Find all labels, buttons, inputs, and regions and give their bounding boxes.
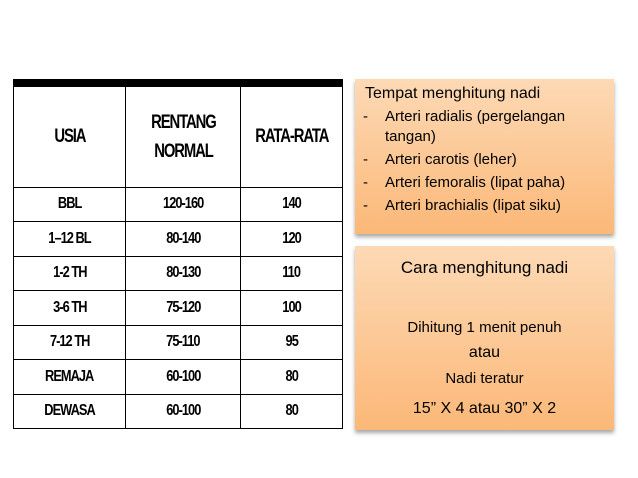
cell-rata-text: 95 <box>285 333 298 351</box>
cell-rentang-text: 60-100 <box>165 367 201 385</box>
cell-usia <box>14 394 126 429</box>
list-item-text: Arteri carotis (leher) <box>385 151 517 168</box>
cell-usia-text: REMAJA <box>45 367 94 385</box>
cell-rentang-text: 80-140 <box>165 229 201 247</box>
pulse-location-title: Tempat menghitung nadi <box>365 85 541 102</box>
list-item-text: Arteri radialis (pergelangan tangan) <box>385 108 566 145</box>
list-item <box>363 150 608 170</box>
cell-rentang-text: 60-100 <box>165 402 201 420</box>
cell-rata-text: 120 <box>282 229 301 247</box>
list-item-text: Arteri brachialis (lipat siku) <box>385 197 561 214</box>
cell-rentang-text: 80-130 <box>165 264 201 282</box>
cell-usia <box>14 360 126 395</box>
table-row <box>14 394 343 429</box>
cell-rata <box>241 187 343 222</box>
cell-rentang <box>126 256 241 291</box>
list-item <box>363 196 608 216</box>
cell-rata <box>241 256 343 291</box>
cell-rata-text: 110 <box>282 264 301 282</box>
list-item-text: Arteri femoralis (lipat paha) <box>385 174 566 191</box>
list-dash: - <box>363 108 368 125</box>
cell-usia-text: DEWASA <box>44 402 95 420</box>
header-usia-line1: USIA <box>53 126 86 148</box>
pulse-method-title: Cara menghitung nadi <box>400 258 569 277</box>
cell-usia-text: 3-6 TH <box>52 298 87 316</box>
cell-usia <box>14 291 126 326</box>
pulse-rate-table <box>13 79 343 429</box>
cell-rata-text: 140 <box>282 195 301 213</box>
list-item <box>363 173 608 193</box>
cell-usia-text: 1–12 BL <box>48 229 91 247</box>
table-header-row <box>14 83 343 187</box>
header-rentang-line1: RENTANG <box>150 111 216 133</box>
cell-rata <box>241 360 343 395</box>
pulse-location-list <box>363 107 608 219</box>
method-line-or: atau <box>468 344 501 361</box>
header-rentang-line2: NORMAL <box>153 140 213 162</box>
table-row <box>14 360 343 395</box>
list-dash: - <box>363 151 368 168</box>
cell-rentang <box>126 187 241 222</box>
table-row <box>14 325 343 360</box>
cell-rentang <box>126 360 241 395</box>
cell-rata <box>241 394 343 429</box>
cell-rentang <box>126 222 241 257</box>
pulse-method-box <box>355 246 614 430</box>
header-usia <box>14 83 126 187</box>
list-dash: - <box>363 197 368 214</box>
cell-rata <box>241 325 343 360</box>
cell-usia <box>14 187 126 222</box>
cell-usia-text: 7-12 TH <box>49 333 90 351</box>
cell-rentang-text: 75-120 <box>165 298 201 316</box>
cell-usia-text: 1-2 TH <box>52 264 87 282</box>
cell-usia <box>14 325 126 360</box>
cell-rata-text: 80 <box>285 367 298 385</box>
list-dash: - <box>363 174 368 191</box>
header-rata-line1: RATA-RATA <box>254 126 329 148</box>
cell-rata-text: 80 <box>285 402 298 420</box>
cell-rentang-text: 120-160 <box>162 195 204 213</box>
cell-rentang-text: 75-110 <box>166 333 200 351</box>
method-line-regular: Nadi teratur <box>445 370 524 387</box>
cell-rata <box>241 222 343 257</box>
header-rata-rata <box>241 83 343 187</box>
cell-rentang <box>126 394 241 429</box>
table-row <box>14 222 343 257</box>
cell-rata-text: 100 <box>282 298 301 316</box>
list-item <box>363 107 608 147</box>
method-line-full-minute: Dihitung 1 menit penuh <box>407 319 562 336</box>
cell-rentang <box>126 291 241 326</box>
cell-rata <box>241 291 343 326</box>
table-row <box>14 256 343 291</box>
cell-usia <box>14 256 126 291</box>
header-rentang-normal <box>126 83 241 187</box>
method-line-formula: 15” X 4 atau 30” X 2 <box>412 400 557 417</box>
cell-usia-text: BBL <box>57 195 82 213</box>
table-row <box>14 187 343 222</box>
pulse-location-box <box>355 79 614 234</box>
table-row <box>14 291 343 326</box>
cell-rentang <box>126 325 241 360</box>
cell-usia <box>14 222 126 257</box>
